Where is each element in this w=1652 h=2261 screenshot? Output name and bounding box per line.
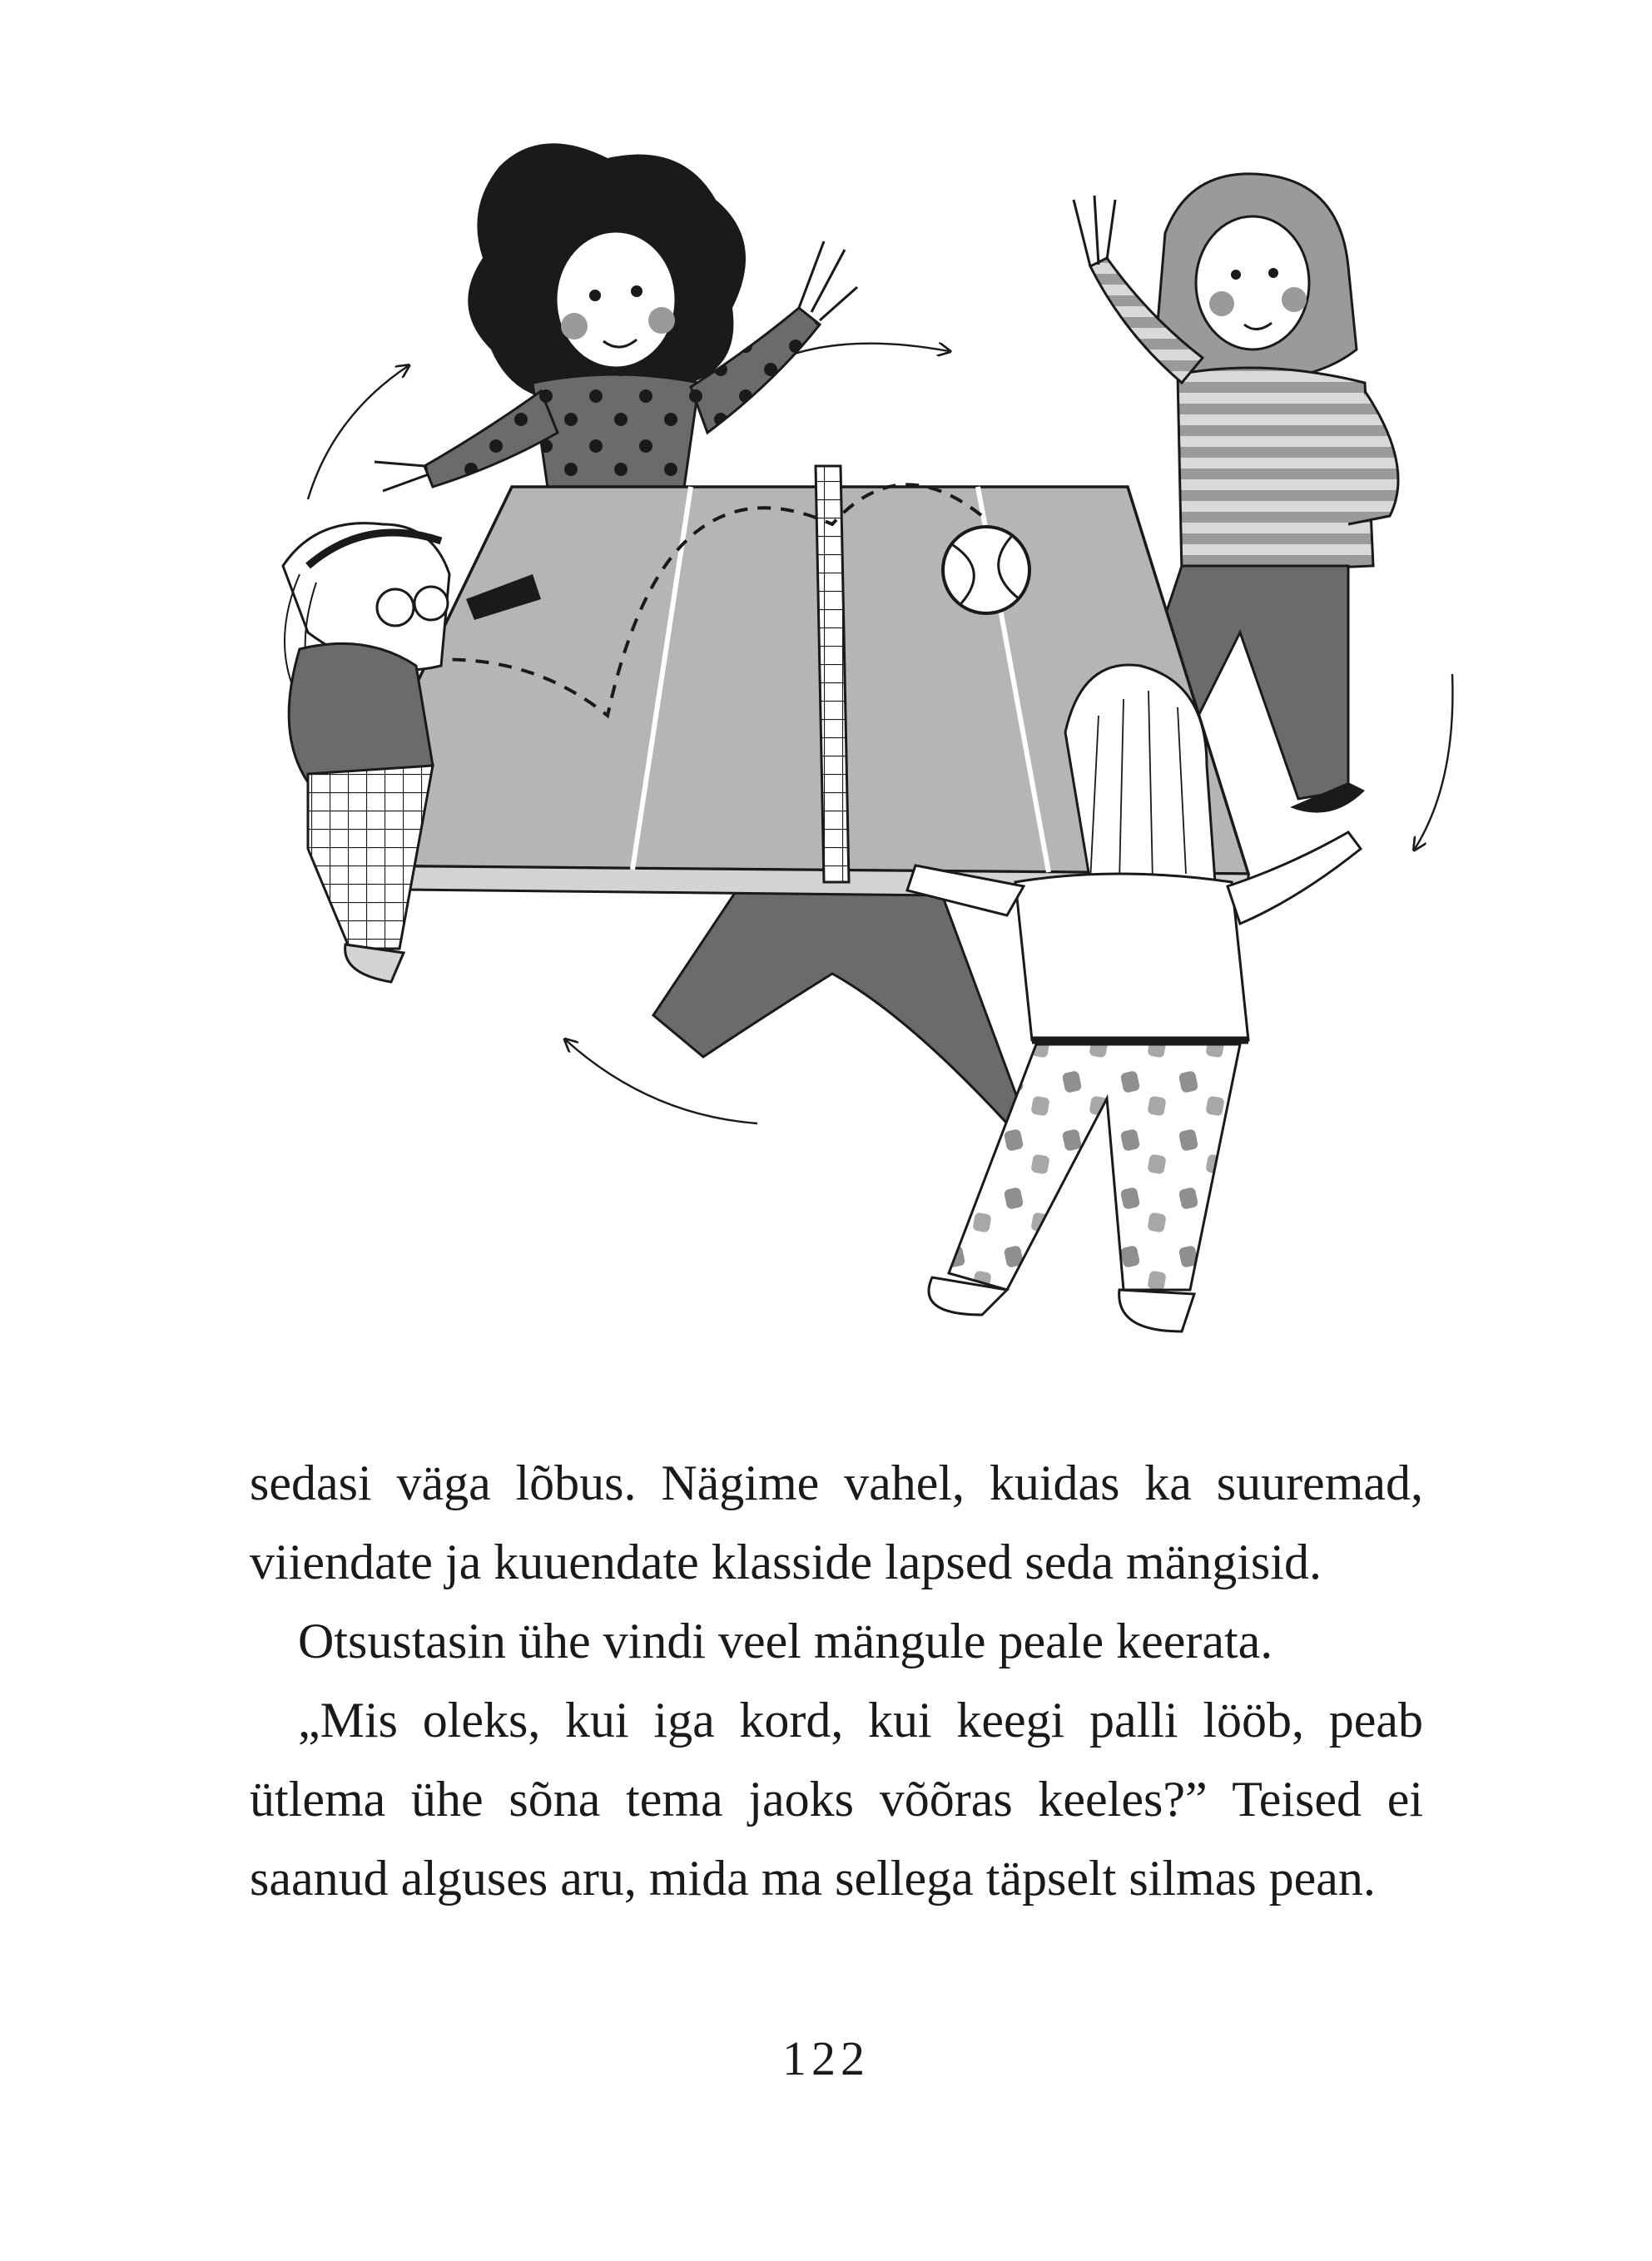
curly-haired-girl [375, 143, 857, 499]
ball [943, 527, 1029, 613]
text-line: saanud alguses aru, mida ma sellega täpselt silmas pean. [250, 1851, 1376, 1906]
page-number: 122 [782, 2031, 870, 2085]
arrow-bottom [566, 1040, 757, 1123]
text-line: sedasi väga lõbus. Nägime vahel, kuidas ka suuremad, [250, 1455, 1423, 1510]
body-text [250, 1444, 1423, 1918]
text-line: „Mis oleks, kui iga kord, kui keegi palli lööb, peab [298, 1693, 1423, 1748]
text-line: ütlema ühe sõna tema jaoks võõras keeles?” Teised ei [250, 1772, 1423, 1827]
ping-pong-illustration [183, 133, 1465, 1398]
arrow-top [782, 344, 949, 358]
text-line: Otsustasin ühe vindi veel mängule peale keerata. [298, 1614, 1273, 1668]
arrow-right [1415, 674, 1452, 849]
table-leg [653, 890, 1024, 1123]
text-line: viiendate ja kuuendate klasside lapsed seda mängisid. [250, 1535, 1322, 1589]
arrow-top-left [308, 366, 408, 499]
